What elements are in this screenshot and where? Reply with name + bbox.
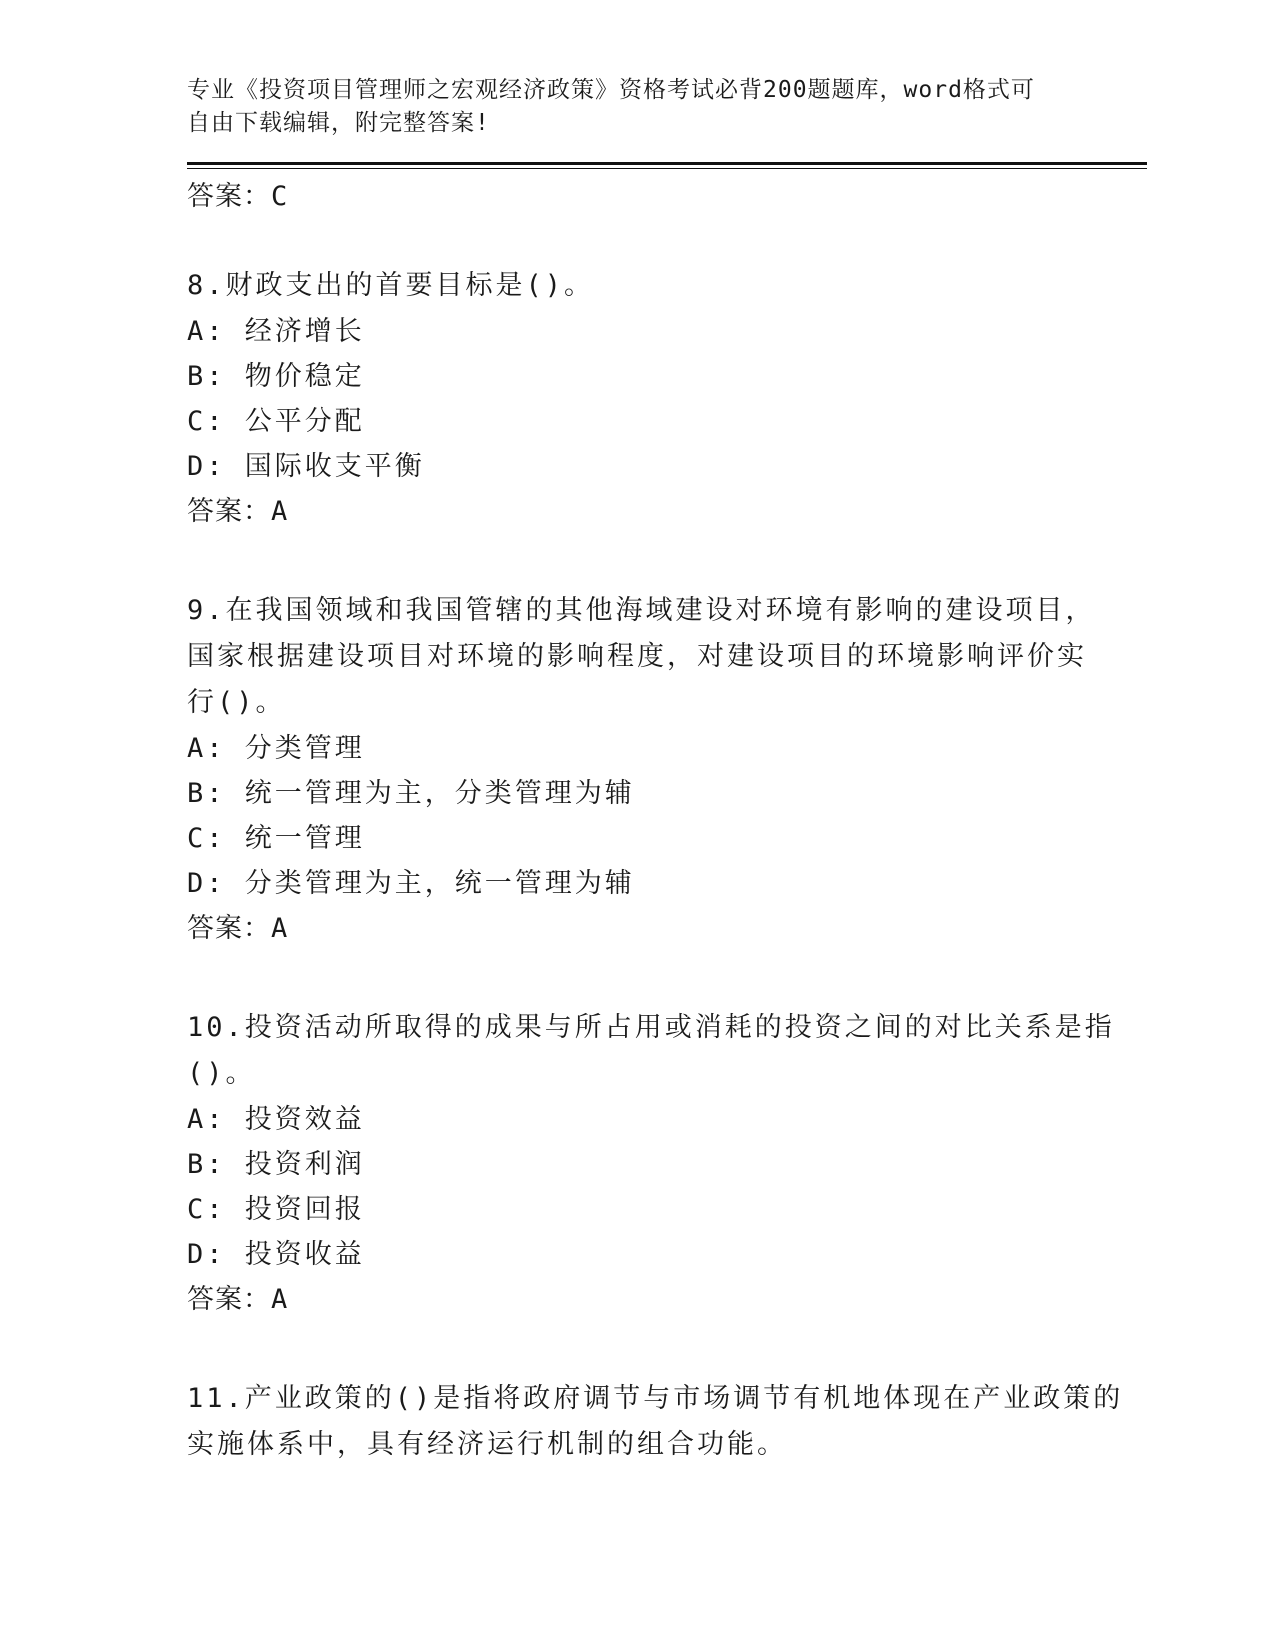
question-stem: 11.产业政策的()是指将政府调节与市场调节有机地体现在产业政策的 xyxy=(187,1383,1124,1414)
option-d: D: 投资收益 xyxy=(187,1239,365,1270)
question-stem: 国家根据建设项目对环境的影响程度，对建设项目的环境影响评价实 xyxy=(187,641,1087,672)
question-stem: ()。 xyxy=(187,1058,256,1089)
question-stem: 行()。 xyxy=(187,687,286,718)
header-line-2: 自由下载编辑，附完整答案! xyxy=(187,110,490,136)
option-a: A: 分类管理 xyxy=(187,733,365,764)
question-stem: 实施体系中，具有经济运行机制的组合功能。 xyxy=(187,1429,787,1460)
answer: 答案：A xyxy=(187,1284,289,1315)
option-b: B: 统一管理为主，分类管理为辅 xyxy=(187,778,635,809)
option-b: B: 物价稳定 xyxy=(187,361,365,392)
question-8 xyxy=(187,263,1147,534)
answer: 答案：A xyxy=(187,496,289,527)
option-a: A: 经济增长 xyxy=(187,316,365,347)
option-b: B: 投资利润 xyxy=(187,1149,365,1180)
option-d: D: 分类管理为主，统一管理为辅 xyxy=(187,868,635,899)
option-a: A: 投资效益 xyxy=(187,1104,365,1135)
question-11 xyxy=(187,1376,1147,1468)
answer-q7: 答案：C xyxy=(187,181,289,212)
answer: 答案：A xyxy=(187,913,289,944)
option-c: C: 公平分配 xyxy=(187,406,365,437)
question-stem: 8.财政支出的首要目标是()。 xyxy=(187,270,595,301)
question-10 xyxy=(187,1005,1147,1322)
header-divider xyxy=(187,162,1147,169)
option-c: C: 统一管理 xyxy=(187,823,365,854)
option-c: C: 投资回报 xyxy=(187,1194,365,1225)
document-page xyxy=(187,74,1147,1468)
header-line-1: 专业《投资项目管理师之宏观经济政策》资格考试必背200题题库，word格式可 xyxy=(187,77,1035,103)
question-stem: 9.在我国领域和我国管辖的其他海域建设对环境有影响的建设项目， xyxy=(187,595,1096,626)
question-stem: 10.投资活动所取得的成果与所占用或消耗的投资之间的对比关系是指 xyxy=(187,1012,1115,1043)
question-9 xyxy=(187,588,1147,951)
option-d: D: 国际收支平衡 xyxy=(187,451,425,482)
